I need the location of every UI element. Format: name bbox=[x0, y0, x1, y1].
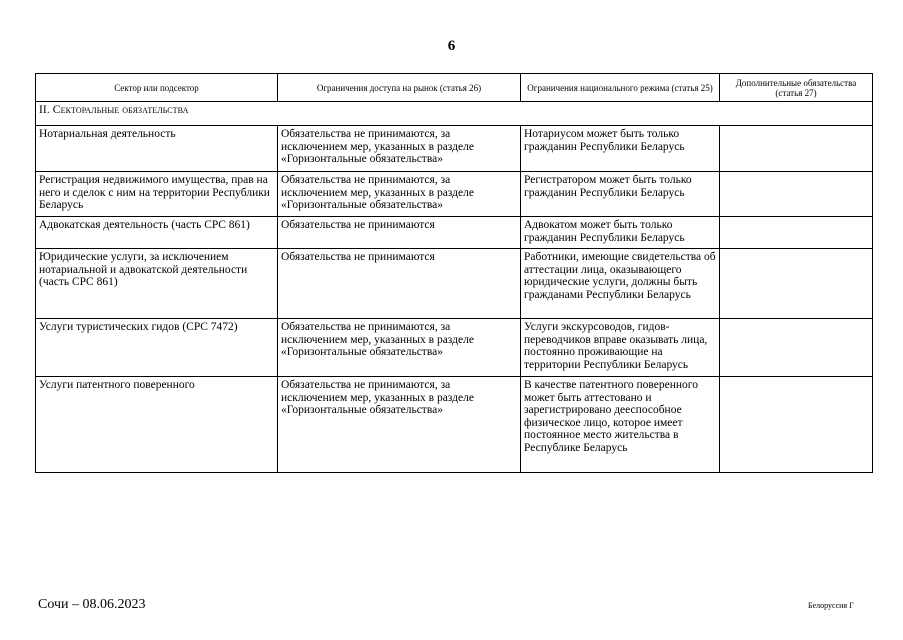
cell-national-treatment: Регистратором может быть только гражданин Республики Беларусь bbox=[521, 172, 720, 217]
cell-market-access: Обязательства не принимаются, за исключением мер, указанных в разделе «Горизонтальные обязательства» bbox=[278, 377, 521, 473]
cell-additional bbox=[720, 217, 873, 249]
footer-mark: Белоруссия Г bbox=[808, 601, 854, 610]
table-header-row bbox=[36, 74, 873, 102]
footer-place-date: Сочи – 08.06.2023 bbox=[38, 597, 146, 612]
cell-sector: Услуги туристических гидов (CPC 7472) bbox=[36, 319, 278, 377]
header-market-access: Ограничения доступа на рынок (статья 26) bbox=[278, 74, 521, 102]
table-row bbox=[36, 217, 873, 249]
cell-sector: Услуги патентного поверенного bbox=[36, 377, 278, 473]
cell-market-access: Обязательства не принимаются, за исключением мер, указанных в разделе «Горизонтальные обязательства» bbox=[278, 126, 521, 172]
cell-sector: Юридические услуги, за исключением нотариальной и адвокатской деятельности (часть CPC 861) bbox=[36, 249, 278, 319]
cell-national-treatment: Работники, имеющие свидетельства об аттестации лица, оказывающего юридические услуги, должны быть гражданами Республики Беларусь bbox=[521, 249, 720, 319]
cell-market-access: Обязательства не принимаются bbox=[278, 249, 521, 319]
cell-additional bbox=[720, 172, 873, 217]
cell-additional bbox=[720, 377, 873, 473]
cell-national-treatment: Адвокатом может быть только гражданин Республики Беларусь bbox=[521, 217, 720, 249]
header-sector: Сектор или подсектор bbox=[36, 74, 278, 102]
table-row bbox=[36, 172, 873, 217]
cell-national-treatment: Нотариусом может быть только гражданин Республики Беларусь bbox=[521, 126, 720, 172]
header-additional-commitments: Дополнительные обязательства (статья 27) bbox=[720, 74, 873, 102]
section-title: II. Секторальные обязательства bbox=[36, 102, 873, 126]
cell-national-treatment: Услуги экскурсоводов, гидов-переводчиков вправе оказывать лица, постоянно проживающие на территории Республики Беларусь bbox=[521, 319, 720, 377]
cell-additional bbox=[720, 249, 873, 319]
section-row bbox=[36, 102, 873, 126]
cell-market-access: Обязательства не принимаются bbox=[278, 217, 521, 249]
page-number: 6 bbox=[447, 38, 456, 54]
commitments-table bbox=[35, 73, 873, 473]
cell-sector: Нотариальная деятельность bbox=[36, 126, 278, 172]
cell-sector: Адвокатская деятельность (часть CPC 861) bbox=[36, 217, 278, 249]
table-row bbox=[36, 126, 873, 172]
table-row bbox=[36, 249, 873, 319]
header-national-treatment: Ограничения национального режима (статья 25) bbox=[521, 74, 720, 102]
cell-national-treatment: В качестве патентного поверенного может быть аттестовано и зарегистрировано дееспособное физическое лицо, которое имеет постоянное место жительства в Республике Беларусь bbox=[521, 377, 720, 473]
cell-market-access: Обязательства не принимаются, за исключением мер, указанных в разделе «Горизонтальные обязательства» bbox=[278, 172, 521, 217]
table-row bbox=[36, 377, 873, 473]
table-row bbox=[36, 319, 873, 377]
cell-additional bbox=[720, 319, 873, 377]
cell-additional bbox=[720, 126, 873, 172]
cell-sector: Регистрация недвижимого имущества, прав на него и сделок с ним на территории Республики Беларусь bbox=[36, 172, 278, 217]
cell-market-access: Обязательства не принимаются, за исключением мер, указанных в разделе «Горизонтальные обязательства» bbox=[278, 319, 521, 377]
